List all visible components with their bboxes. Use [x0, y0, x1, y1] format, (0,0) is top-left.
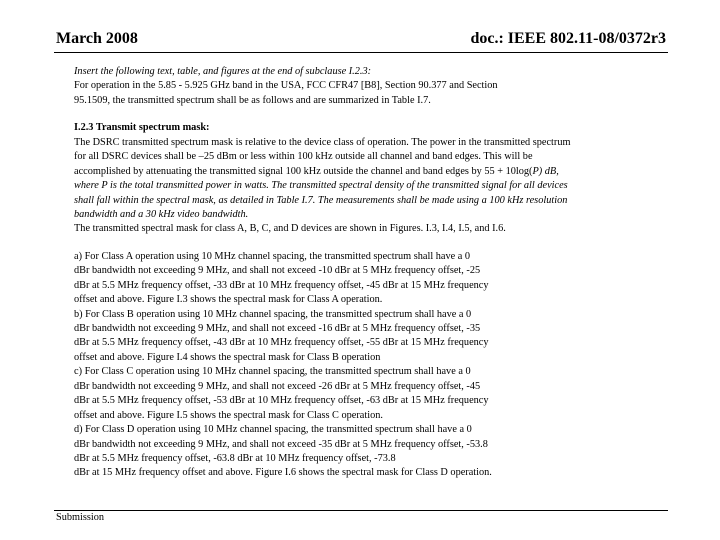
document-body: [74, 65, 686, 481]
section-block: [74, 121, 686, 237]
class-line: offset and above. Figure I.5 shows the spectral mask for Class C operation.: [74, 409, 383, 421]
class-line: dBr at 5.5 MHz frequency offset, -63.8 dBr at 10 MHz frequency offset, -73.8: [74, 452, 396, 464]
class-line: b) For Class B operation using 10 MHz channel spacing, the transmitted spectrum shall have a 0: [74, 308, 472, 320]
instruction-line: Insert the following text, table, and figures at the end of subclause I.2.3:: [74, 66, 372, 77]
class-line: dBr at 5.5 MHz frequency offset, -33 dBr at 10 MHz frequency offset, -45 dBr at 15 MHz frequency: [74, 279, 489, 291]
class-line: c) For Class C operation using 10 MHz channel spacing, the transmitted spectrum shall have a 0: [74, 366, 471, 378]
section-line: The transmitted spectral mask for class A, B, C, and D devices are shown in Figures. I.3, I.4, I.5, and I.6.: [74, 223, 506, 235]
section-line: [74, 165, 686, 179]
section-line-text: accomplished by attenuating the transmitted signal 100 kHz outside the channel and band edges by 55 + 10log(: [74, 165, 533, 177]
class-line: dBr bandwidth not exceeding 9 MHz, and shall not exceed -35 dBr at 5 MHz frequency offset, -53.8: [74, 438, 488, 450]
intro-line: 95.1509, the transmitted spectrum shall be as follows and are summarized in Table I.7.: [74, 94, 431, 106]
section-heading: I.2.3 Transmit spectrum mask:: [74, 122, 210, 134]
footer-divider: [54, 510, 668, 511]
class-line: dBr bandwidth not exceeding 9 MHz, and shall not exceed -10 dBr at 5 MHz frequency offset, -25: [74, 265, 481, 277]
inline-formula: P) dB,: [532, 165, 559, 177]
intro-line: For operation in the 5.85 - 5.925 GHz band in the USA, FCC CFR47 [B8], Section 90.377 and Section: [74, 80, 498, 92]
intro-block: [74, 65, 686, 108]
section-line: for all DSRC devices shall be –25 dBm or less within 100 kHz outside all channel and band edges. This will be: [74, 151, 533, 163]
section-line: shall fall within the spectral mask, as detailed in Table I.7. The measurements shall be made using a 100 kHz resolution: [74, 194, 568, 206]
section-line: where P is the total transmitted power in watts. The transmitted spectral density of the transmitted signal for all devices: [74, 180, 568, 192]
header-doc-id: doc.: IEEE 802.11-08/0372r3: [470, 30, 666, 47]
footer-label: Submission: [56, 512, 105, 523]
class-line: offset and above. Figure I.3 shows the spectral mask for Class A operation.: [74, 294, 383, 306]
header-date: March 2008: [56, 30, 138, 47]
header-divider: [54, 52, 668, 53]
class-line: offset and above. Figure I.4 shows the spectral mask for Class B operation: [74, 351, 381, 363]
paragraph-gap: [74, 237, 686, 250]
section-line: The DSRC transmitted spectrum mask is relative to the device class of operation. The power in the transmitted spectrum: [74, 136, 571, 148]
class-line: a) For Class A operation using 10 MHz channel spacing, the transmitted spectrum shall have a 0: [74, 250, 471, 262]
class-line: dBr at 15 MHz frequency offset and above. Figure I.6 shows the spectral mask for Class D operation.: [74, 467, 492, 479]
class-line: dBr at 5.5 MHz frequency offset, -53 dBr at 10 MHz frequency offset, -63 dBr at 15 MHz frequency: [74, 395, 489, 407]
class-line: dBr bandwidth not exceeding 9 MHz, and shall not exceed -26 dBr at 5 MHz frequency offset, -45: [74, 380, 481, 392]
class-line: dBr bandwidth not exceeding 9 MHz, and shall not exceed -16 dBr at 5 MHz frequency offset, -35: [74, 323, 481, 334]
class-line: d) For Class D operation using 10 MHz channel spacing, the transmitted spectrum shall have a 0: [74, 424, 472, 436]
class-line: dBr at 5.5 MHz frequency offset, -43 dBr at 10 MHz frequency offset, -55 dBr at 15 MHz frequency: [74, 337, 489, 349]
section-line: bandwidth and a 30 kHz video bandwidth.: [74, 208, 249, 220]
paragraph-gap: [74, 108, 686, 121]
classes-block: [74, 250, 686, 481]
